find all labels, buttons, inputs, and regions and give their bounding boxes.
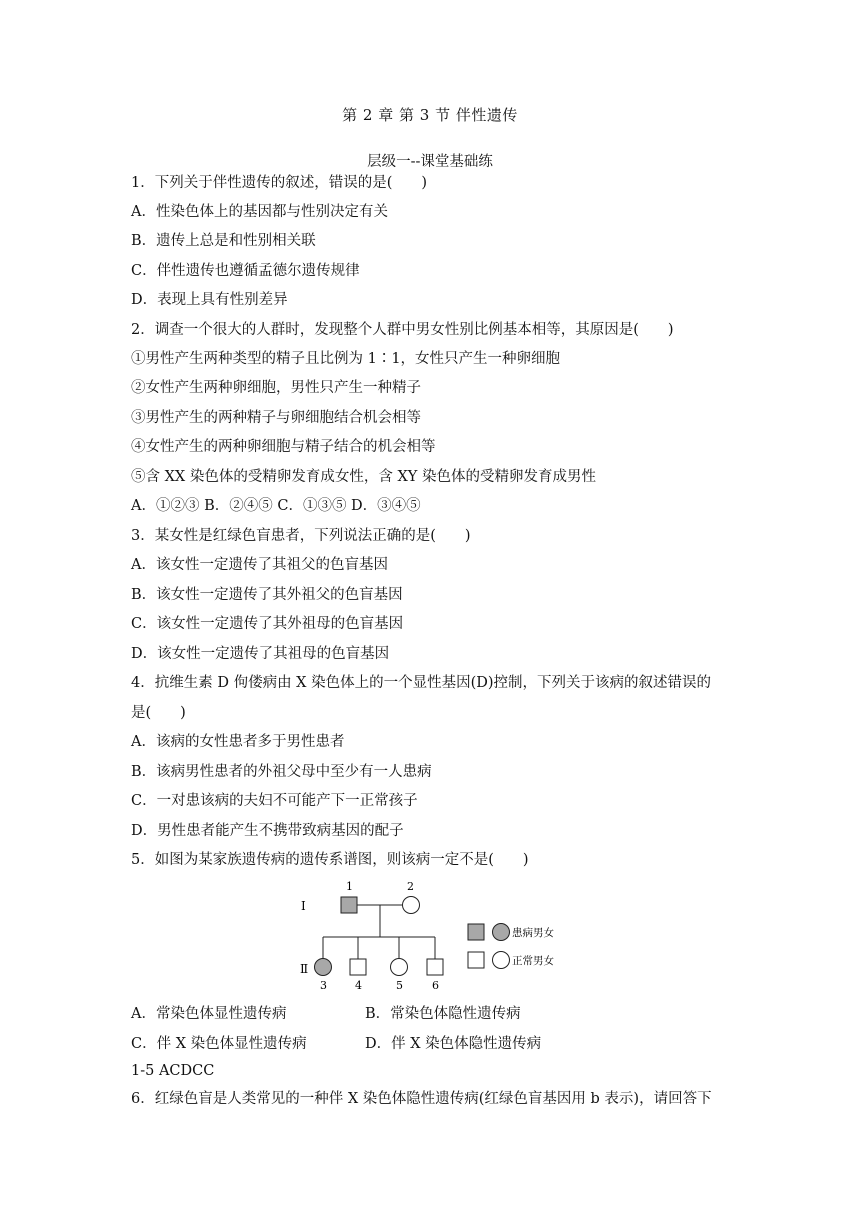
generation-label-1: Ⅰ — [301, 899, 306, 913]
q2-statement-3: ③男性产生的两种精子与卵细胞结合机会相等 — [131, 410, 421, 426]
individual-4-normal-male — [350, 959, 366, 975]
individual-number-4: 4 — [355, 979, 362, 992]
individual-2-normal-female — [403, 897, 420, 914]
q2-options: A．①②③ B．②④⑤ C．①③⑤ D．③④⑤ — [131, 498, 421, 514]
q4-stem: 4．抗维生素 D 佝偻病由 X 染色体上的一个显性基因(D)控制，下列关于该病的叙述错误的 — [131, 675, 712, 691]
q3-option-c: C．该女性一定遗传了其外祖母的色盲基因 — [131, 616, 404, 632]
legend-affected-male-square — [468, 924, 484, 940]
page-title: 第 2 章 第 3 节 伴性遗传 — [342, 106, 518, 124]
individual-5-normal-female — [391, 959, 408, 976]
q2-statement-1: ①男性产生两种类型的精子且比例为 1∶1，女性只产生一种卵细胞 — [131, 351, 561, 367]
pedigree-diagram — [290, 876, 590, 996]
q5-stem: 5．如图为某家族遗传病的遗传系谱图，则该病一定不是( ) — [131, 852, 529, 868]
q4-option-b: B．该病男性患者的外祖父母中至少有一人患病 — [131, 764, 432, 780]
q4-option-c: C．一对患该病的夫妇不可能产下一正常孩子 — [131, 793, 418, 809]
individual-number-1: 1 — [346, 880, 353, 893]
q3-option-b: B．该女性一定遗传了其外祖父的色盲基因 — [131, 587, 403, 603]
legend-normal-male-square — [468, 952, 484, 968]
q5-option-d: D．伴 X 染色体隐性遗传病 — [365, 1036, 542, 1052]
individual-number-5: 5 — [396, 979, 403, 992]
legend-normal-label: 正常男女 — [512, 955, 554, 967]
q2-statement-2: ②女性产生两种卵细胞，男性只产生一种精子 — [131, 380, 421, 396]
q3-option-a: A．该女性一定遗传了其祖父的色盲基因 — [131, 557, 388, 573]
q6-stem: 6．红绿色盲是人类常见的一种伴 X 染色体隐性遗传病(红绿色盲基因用 b 表示)，请回答下 — [131, 1091, 712, 1107]
individual-number-3: 3 — [320, 979, 327, 992]
q5-options-row-2 — [131, 1032, 542, 1053]
q1-option-d: D．表现上具有性别差异 — [131, 292, 288, 308]
q1-option-a: A．性染色体上的基因都与性别决定有关 — [131, 204, 388, 220]
legend-normal-female-circle — [493, 952, 510, 969]
section-subtitle: 层级一--课堂基础练 — [367, 154, 493, 170]
q1-option-c: C．伴性遗传也遵循孟德尔遗传规律 — [131, 263, 360, 279]
individual-6-normal-male — [427, 959, 443, 975]
q2-statement-5: ⑤含 XX 染色体的受精卵发育成女性，含 XY 染色体的受精卵发育成男性 — [131, 469, 596, 485]
q4-option-a: A．该病的女性患者多于男性患者 — [131, 734, 345, 750]
q2-statement-4: ④女性产生的两种卵细胞与精子结合的机会相等 — [131, 439, 436, 455]
individual-1-affected-male — [341, 897, 357, 913]
q5-option-b: B．常染色体隐性遗传病 — [365, 1006, 521, 1022]
q2-stem: 2．调查一个很大的人群时，发现整个人群中男女性别比例基本相等，其原因是( ) — [131, 322, 674, 338]
generation-label-2: Ⅱ — [300, 962, 309, 976]
answer-key: 1-5 ACDCC — [131, 1063, 215, 1079]
q3-option-d: D．该女性一定遗传了其祖母的色盲基因 — [131, 646, 390, 662]
q4-stem-cont: 是( ) — [131, 705, 186, 721]
individual-number-6: 6 — [432, 979, 439, 992]
q1-stem: 1．下列关于伴性遗传的叙述，错误的是( ) — [131, 175, 428, 191]
q5-options-row-1 — [131, 1002, 521, 1023]
q3-stem: 3．某女性是红绿色盲患者，下列说法正确的是( ) — [131, 528, 471, 544]
legend-affected-label: 患病男女 — [512, 927, 554, 939]
individual-number-2: 2 — [407, 880, 414, 893]
legend-affected-female-circle — [493, 924, 510, 941]
q5-option-a: A．常染色体显性遗传病 — [131, 1006, 287, 1022]
individual-3-affected-female — [315, 959, 332, 976]
q4-option-d: D．男性患者能产生不携带致病基因的配子 — [131, 823, 404, 839]
q5-option-c: C．伴 X 染色体显性遗传病 — [131, 1036, 307, 1052]
q1-option-b: B．遗传上总是和性别相关联 — [131, 233, 316, 249]
